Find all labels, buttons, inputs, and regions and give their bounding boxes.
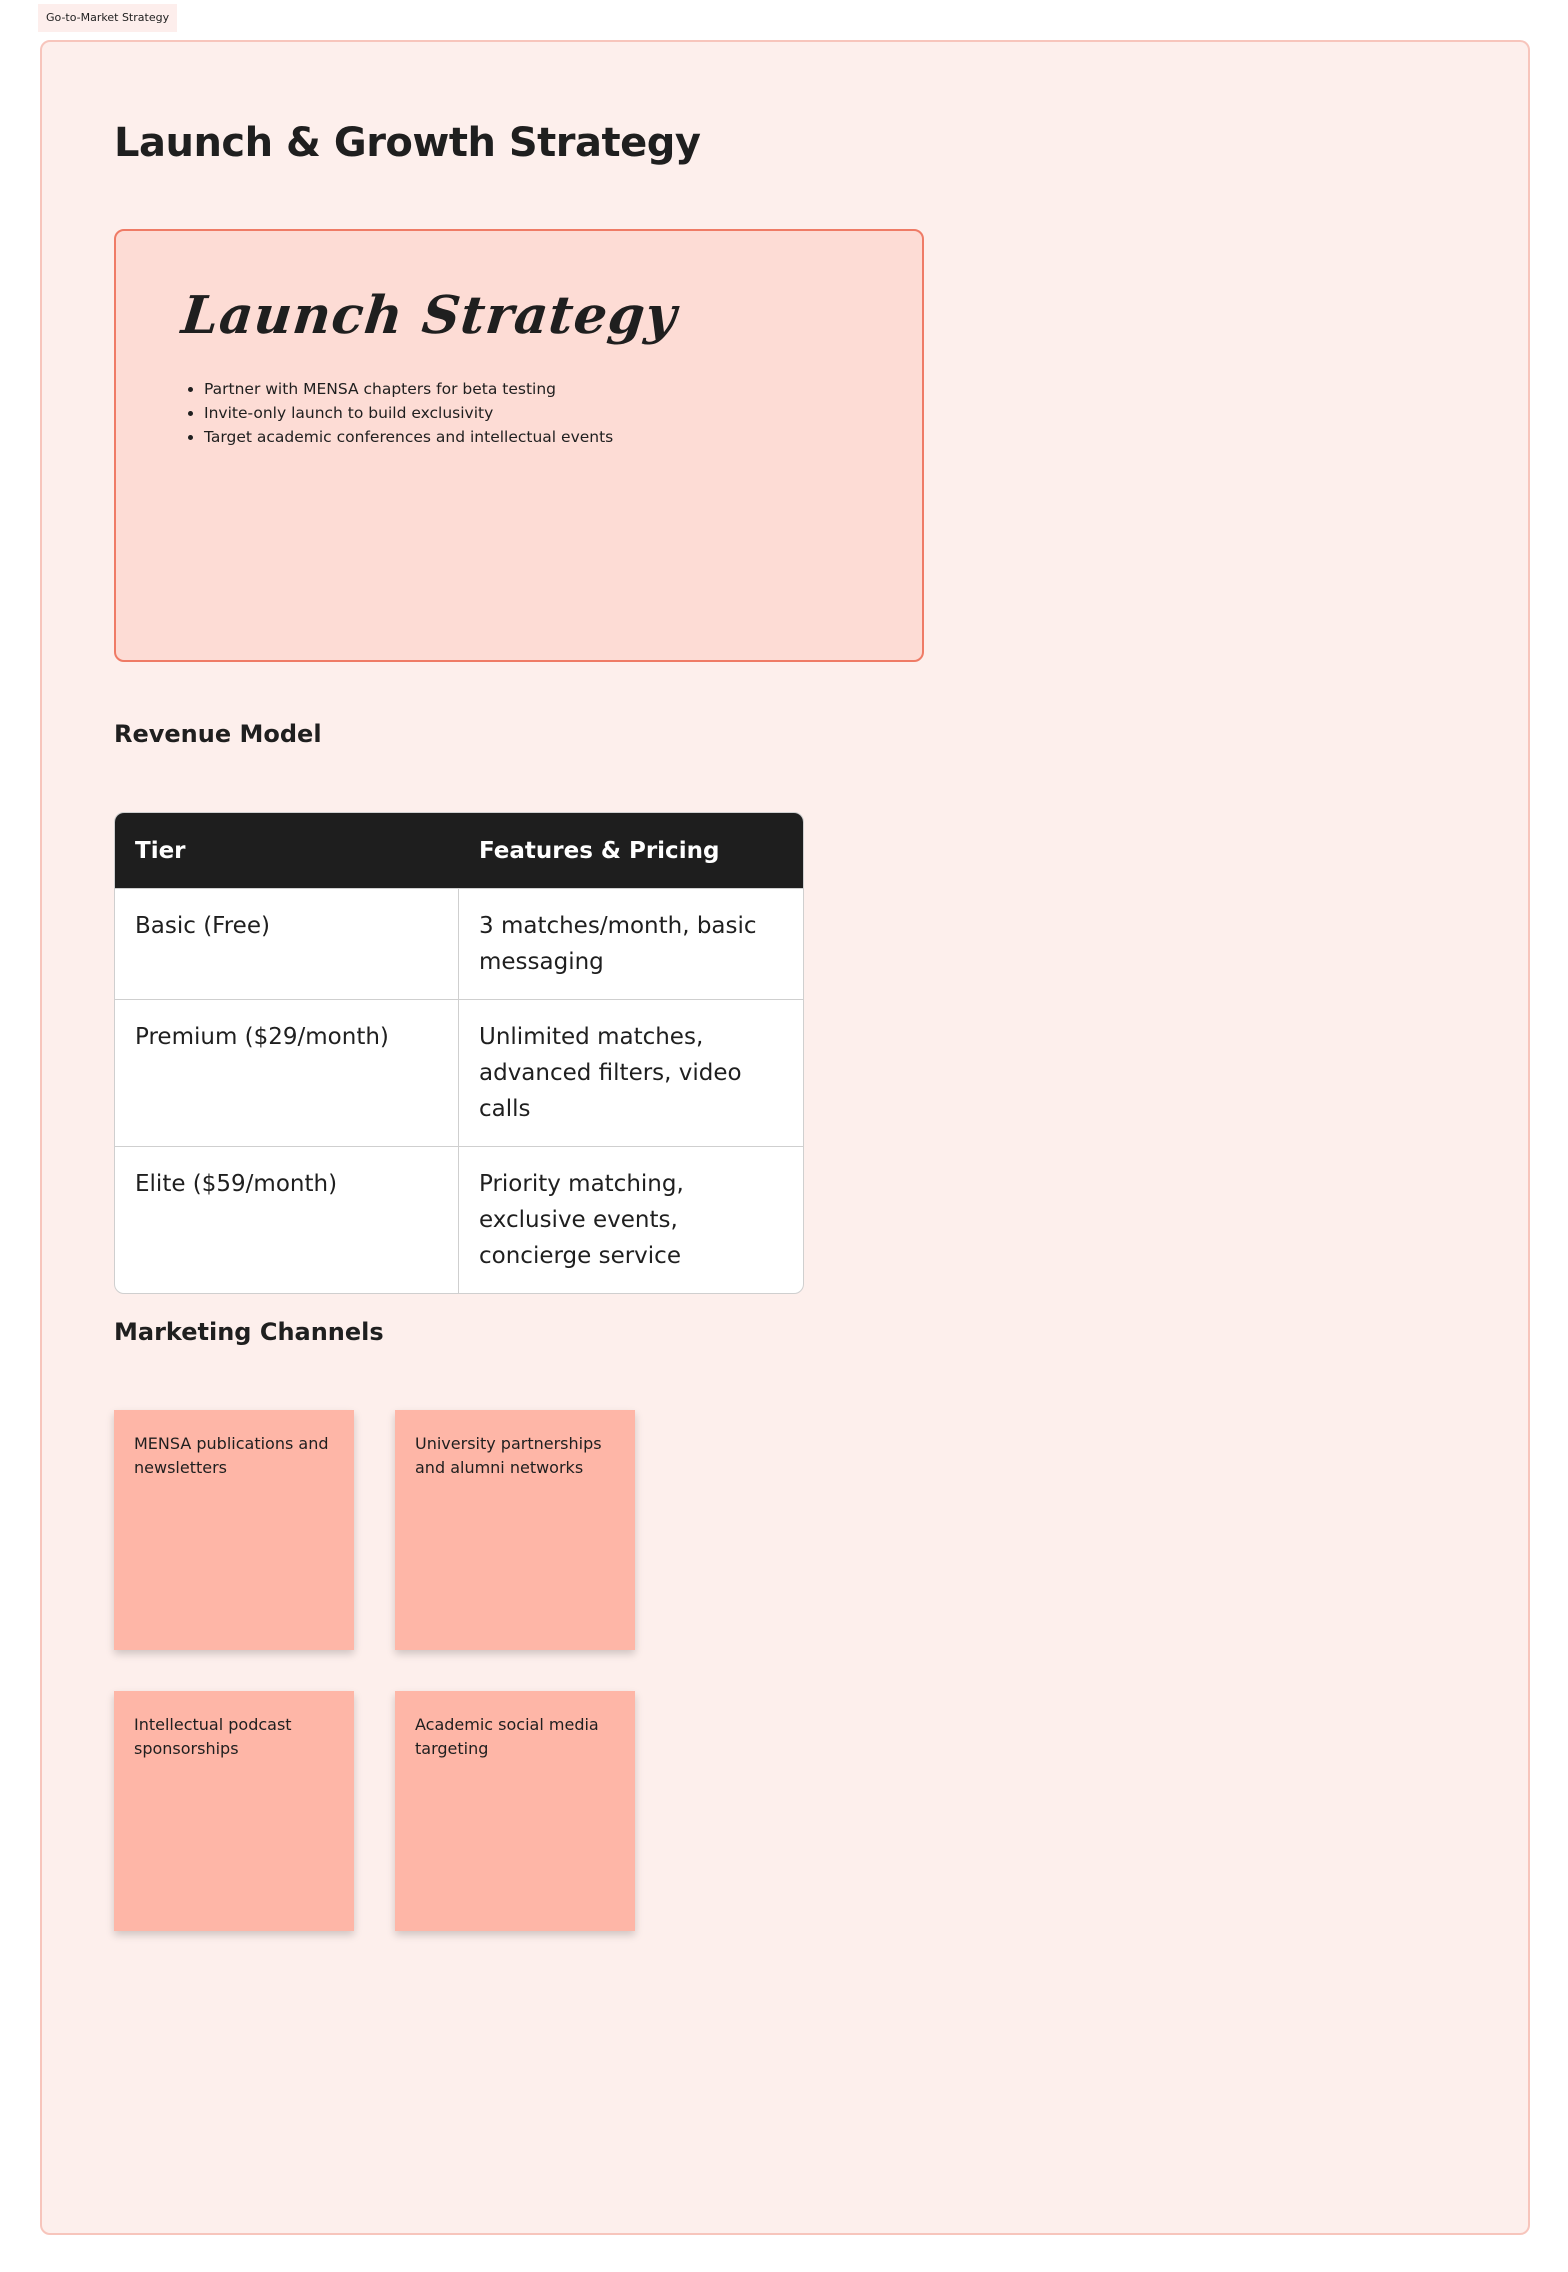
table-row [115,1146,803,1293]
revenue-model-heading: Revenue Model [114,720,322,748]
sticky-note[interactable]: MENSA publications and newsletters [114,1410,354,1650]
table-row [115,888,803,999]
table-cell-tier[interactable]: Elite ($59/month) [115,1146,459,1293]
sticky-note[interactable]: University partnerships and alumni networks [395,1410,635,1650]
list-item: • Partner with MENSA chapters for beta testing [204,377,613,401]
sticky-note[interactable]: Academic social media targeting [395,1691,635,1931]
column-header-tier: Tier [115,813,459,888]
list-item: • Target academic conferences and intellectual events [204,425,613,449]
list-item: • Invite-only launch to build exclusivity [204,401,613,425]
table-cell-tier[interactable]: Basic (Free) [115,888,459,999]
table-row [115,999,803,1146]
page-title: Launch & Growth Strategy [114,120,701,166]
table-header-row [115,813,803,888]
table-cell-features[interactable]: Priority matching, exclusive events, concierge service [459,1146,803,1293]
marketing-channels-heading: Marketing Channels [114,1318,384,1346]
table-cell-tier[interactable]: Premium ($29/month) [115,999,459,1146]
revenue-table[interactable] [114,812,804,1294]
card-heading: Launch Strategy [178,285,680,346]
table-cell-features[interactable]: 3 matches/month, basic messaging [459,888,803,999]
column-header-features: Features & Pricing [459,813,803,888]
launch-strategy-list [182,377,613,449]
table-cell-features[interactable]: Unlimited matches, advanced filters, video calls [459,999,803,1146]
go-to-market-frame[interactable] [40,40,1530,2235]
sticky-note[interactable]: Intellectual podcast sponsorships [114,1691,354,1931]
frame-label[interactable]: Go-to-Market Strategy [38,4,177,32]
launch-strategy-card[interactable] [114,229,924,662]
